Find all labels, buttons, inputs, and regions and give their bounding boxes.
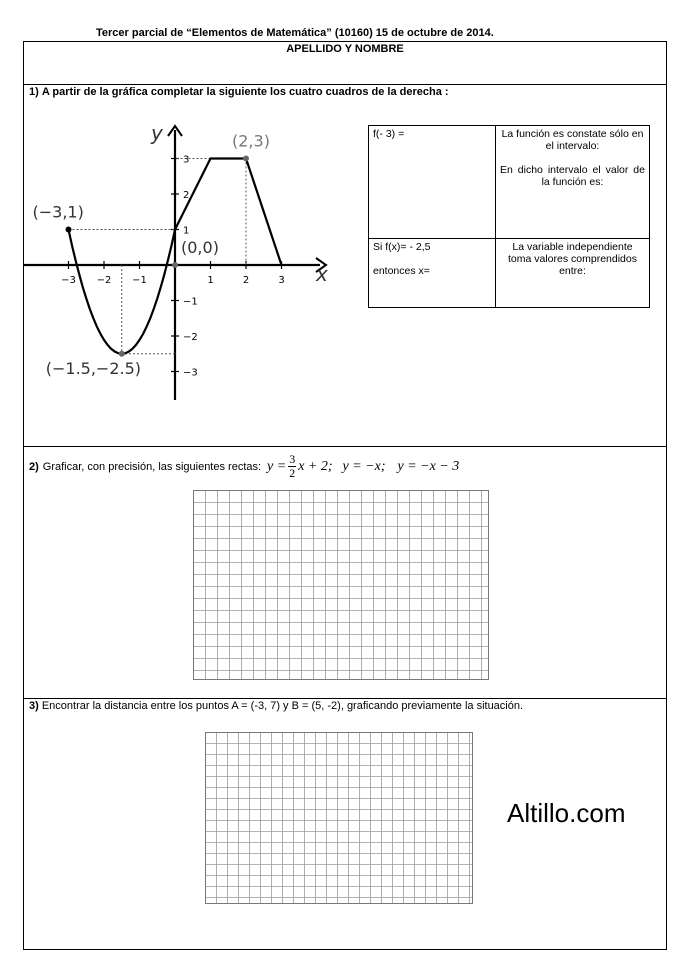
grid-paper-q3[interactable] <box>205 732 473 904</box>
graph-point-label: (−1.5,−2.5) <box>45 358 142 378</box>
function-graph <box>24 118 344 408</box>
divider-q3 <box>24 698 666 699</box>
name-field-label: APELLIDO Y NOMBRE <box>286 43 404 55</box>
grid-border <box>206 733 473 904</box>
question-2-text: Graficar, con precisión, las siguientes rectas: <box>42 460 262 473</box>
x-tick-label: −3 <box>61 275 76 286</box>
y-tick-label: 2 <box>183 190 190 201</box>
grid-paper-q2[interactable] <box>193 490 489 680</box>
divider-q2 <box>24 446 666 447</box>
question-1-text: A partir de la gráfica completar la siguiente los cuatro cuadros de la derecha : <box>41 86 449 98</box>
exam-title: Tercer parcial de “Elementos de Matemática” (10160) 15 de octubre de 2014. <box>96 27 494 39</box>
y-tick-label: −1 <box>183 296 198 308</box>
question-3 <box>29 700 523 712</box>
equation-3: y = −x − 3 <box>397 458 460 474</box>
x-tick-label: 3 <box>278 275 285 286</box>
equation-2: y = −x; <box>342 458 386 474</box>
x-axis-label: x <box>316 262 328 286</box>
watermark: Altillo.com <box>507 798 626 828</box>
cell-f-equals-minus-2-5[interactable]: Si f(x)= - 2,5 entonces x= <box>369 239 496 308</box>
question-1 <box>29 86 449 98</box>
fraction-three-halves: $\frac{3}{2}$ <box>289 452 296 480</box>
graph-point <box>119 351 125 357</box>
graph-point-label: (2,3) <box>232 131 270 151</box>
graph-point <box>172 262 178 268</box>
answer-table <box>368 125 650 308</box>
y-tick-label: −2 <box>183 332 198 343</box>
graph-point-label: (0,0) <box>181 238 219 257</box>
question-3-text: Encontrar la distancia entre los puntos A = (-3, 7) y B = (5, -2), graficando previamente la situación. <box>41 700 524 712</box>
y-axis-label: y <box>151 121 163 145</box>
question-3-number: 3) <box>29 700 39 712</box>
cell-f-of-minus-3[interactable]: f(- 3) = <box>369 126 496 239</box>
divider-name <box>24 84 666 85</box>
y-tick-label: 3 <box>183 154 190 166</box>
graph-point <box>243 156 249 162</box>
x-tick-label: −2 <box>96 275 112 286</box>
y-tick-label: 1 <box>183 225 190 237</box>
cell-independent-range[interactable]: La variable independiente toma valores comprendidos entre: <box>496 239 650 308</box>
grid-border <box>194 491 489 680</box>
x-tick-label: −1 <box>132 275 147 286</box>
question-1-number: 1) <box>29 86 39 98</box>
x-tick-label: 1 <box>207 275 214 286</box>
graph-point <box>66 227 72 233</box>
question-2 <box>29 453 459 480</box>
graph-point-label: (−3,1) <box>32 202 84 222</box>
equation-1: y = $\frac{3}{2}$ x + 2; <box>267 452 333 480</box>
y-tick-label: −3 <box>183 367 198 379</box>
cell-constant-interval[interactable]: La función es constate sólo en el intervalo: En dicho intervalo el valor de la función es: <box>496 126 650 239</box>
x-tick-label: 2 <box>242 275 250 286</box>
question-2-number: 2) <box>29 460 39 473</box>
guide-vertex <box>122 265 175 354</box>
